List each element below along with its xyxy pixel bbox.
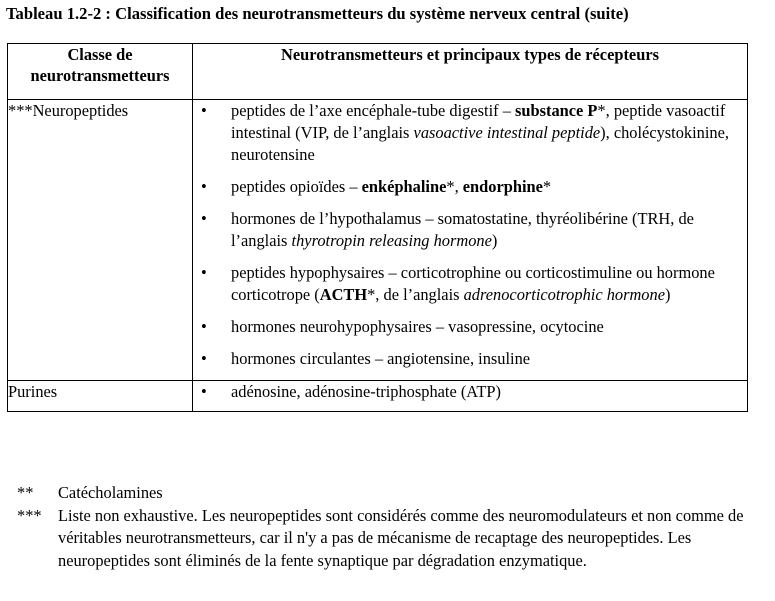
- items-cell: [193, 100, 748, 381]
- footnote-text: Liste non exhaustive. Les neuropeptides sont considérés comme des neuromodulateurs et non comme de véritables neurotransmetteurs, car il n'y a pas de mécanisme de recaptage des neuropeptides. Les neuropeptides sont éliminés de la fente synaptique par dégradation enzymatique.: [58, 505, 744, 570]
- bullet-icon: •: [201, 382, 207, 401]
- table-row-neuropeptides: [8, 100, 748, 381]
- text-segment: *, de l’anglais: [367, 285, 464, 304]
- list-item: [193, 100, 747, 166]
- class-cell: ***Neuropeptides: [8, 100, 193, 381]
- bullet-icon: •: [201, 209, 207, 228]
- bold-term: endorphine: [462, 177, 543, 196]
- footnote: [17, 505, 772, 573]
- text-segment: hormones de l’hypothalamus – somatostatine, thyréolibérine (TRH, de l’anglais: [231, 209, 694, 250]
- table-caption: Tableau 1.2-2 : Classification des neurotransmetteurs du système nerveux central (suite): [6, 4, 629, 23]
- bold-term: substance P: [515, 101, 598, 120]
- text-segment: adénosine, adénosine-triphosphate (ATP): [231, 382, 501, 401]
- footnote-mark: **: [17, 483, 34, 502]
- list-item-text: [231, 348, 747, 370]
- italic-term: adrenocorticotrophic hormone: [463, 285, 665, 304]
- list-item: [193, 381, 747, 403]
- list-item: [193, 176, 747, 198]
- item-list: [193, 381, 747, 403]
- text-segment: hormones circulantes – angiotensine, insuline: [231, 349, 531, 368]
- bullet-icon: •: [201, 349, 207, 368]
- footnote: [17, 482, 772, 505]
- bullet-icon: •: [201, 263, 207, 282]
- header-neurotransmitters: Neurotransmetteurs et principaux types de récepteurs: [193, 44, 748, 100]
- text-segment: *, peptide vasoactif intestinal (VIP, de l’anglais: [231, 101, 726, 142]
- italic-term: thyrotropin releasing hormone: [291, 231, 492, 250]
- bullet-icon: •: [201, 317, 207, 336]
- text-segment: peptides de l’axe encéphale-tube digestif –: [231, 101, 515, 120]
- bullet-icon: •: [201, 101, 207, 120]
- italic-term: vasoactive intestinal peptide: [413, 123, 601, 142]
- table-header-row: [8, 44, 748, 100]
- footnote-text: Catécholamines: [58, 483, 163, 502]
- footnotes: [17, 482, 772, 572]
- item-list: [193, 100, 747, 370]
- list-item: [193, 262, 747, 306]
- bold-term: enképhaline: [361, 177, 447, 196]
- text-segment: peptides opioïdes –: [231, 177, 362, 196]
- footnote-mark: ***: [17, 505, 42, 525]
- text-segment: *,: [446, 177, 463, 196]
- list-item: [193, 348, 747, 370]
- list-item: [193, 316, 747, 338]
- text-segment: hormones neurohypophysaires – vasopressine, ocytocine: [231, 317, 604, 336]
- bold-term: ACTH: [319, 285, 368, 304]
- list-item-text: [231, 208, 747, 252]
- list-item: [193, 208, 747, 252]
- class-cell: Purines: [8, 381, 193, 412]
- text-segment: ): [664, 285, 671, 304]
- header-class: Classe de neurotransmetteurs: [8, 44, 193, 100]
- list-item-text: [231, 176, 747, 198]
- text-segment: *: [542, 177, 552, 196]
- bullet-icon: •: [201, 177, 207, 196]
- list-item-text: [231, 100, 747, 166]
- table-row-purines: [8, 381, 748, 412]
- text-segment: ): [491, 231, 498, 250]
- text-segment: ), cholécystokinine, neurotensine: [231, 123, 729, 164]
- items-cell: [193, 381, 748, 412]
- list-item-text: [231, 316, 747, 338]
- list-item-text: [231, 381, 747, 403]
- list-item-text: [231, 262, 747, 306]
- neurotransmitter-table: [7, 43, 748, 412]
- text-segment: peptides hypophysaires – corticotrophine ou corticostimuline ou hormone corticotrope (: [231, 263, 715, 304]
